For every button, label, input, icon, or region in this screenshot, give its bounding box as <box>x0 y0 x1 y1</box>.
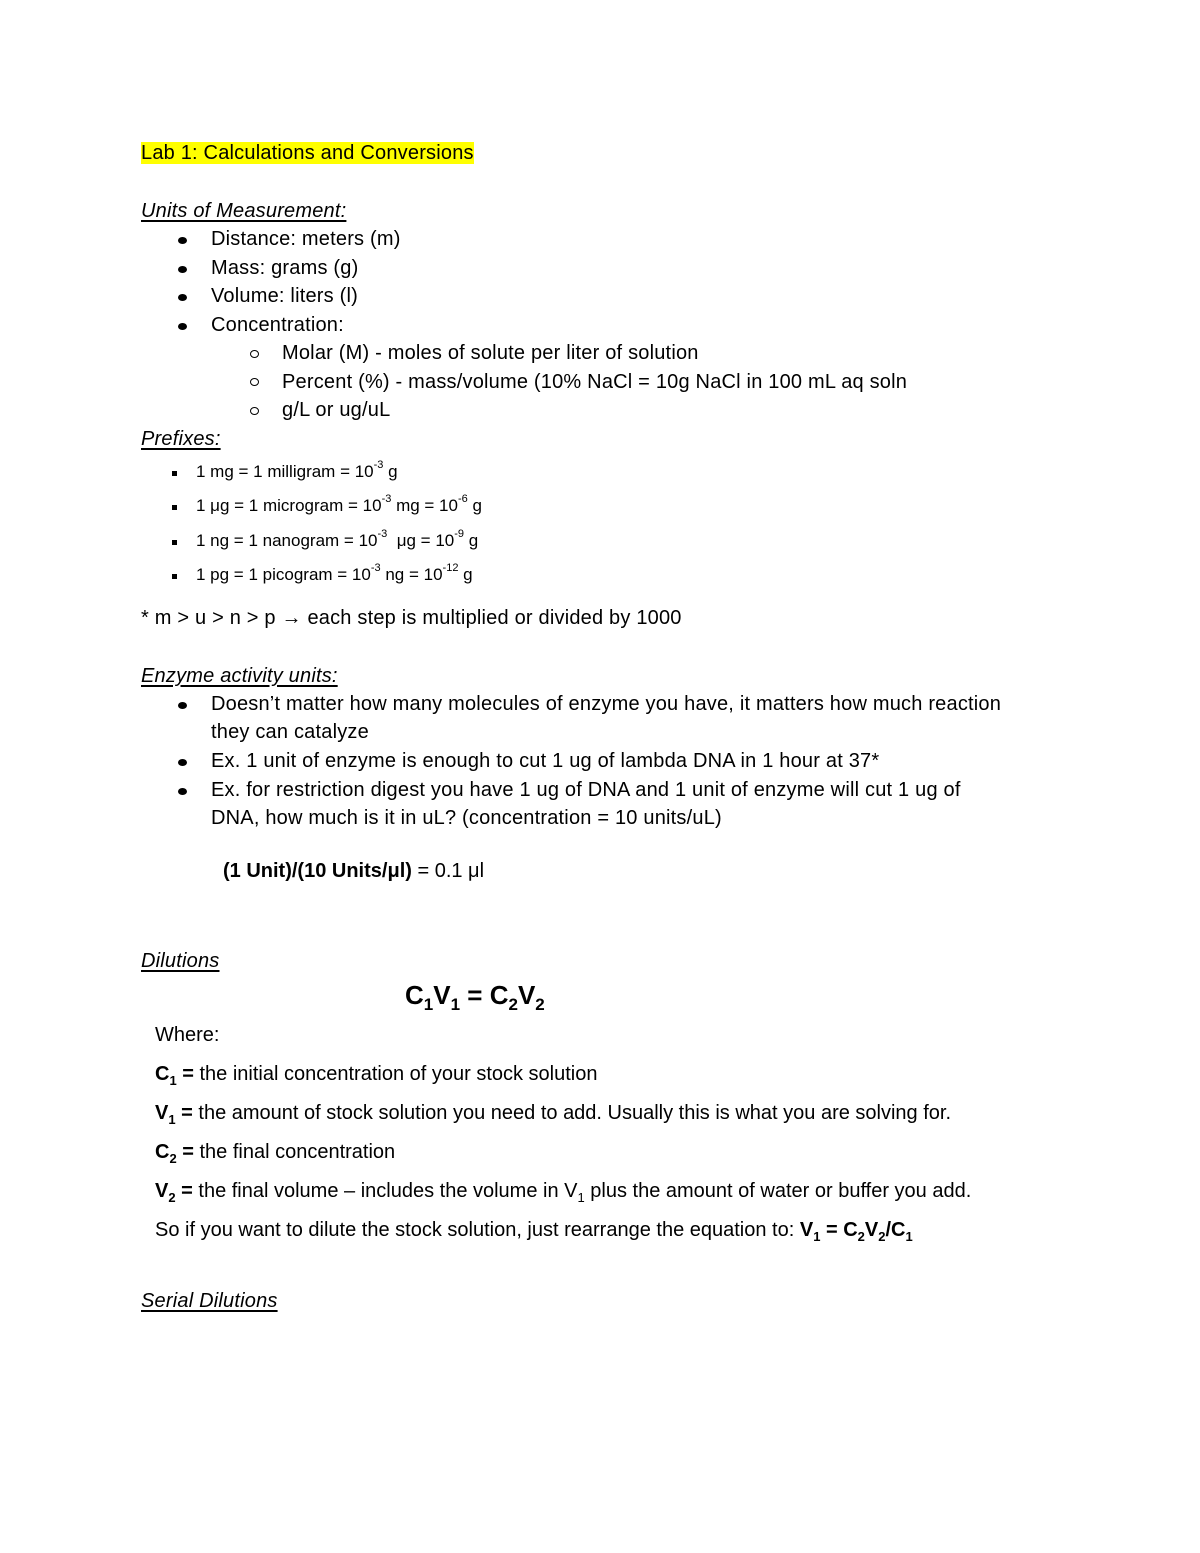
prefix-line-mg: 1 mg = 1 milligram = $10^{-3}$ g <box>196 459 398 481</box>
bullet-dot <box>178 759 187 766</box>
bullet-dot <box>178 788 187 795</box>
concentration-molar: Molar (M) - moles of solute per liter of solution <box>282 342 699 364</box>
concentration-g-per-l: g/L or ug/uL <box>282 399 391 421</box>
bullet-dot <box>178 266 187 273</box>
bullet-square <box>172 471 177 476</box>
units-heading: Units of Measurement: <box>141 200 347 222</box>
c2-definition: $C_2$ = the final concentration <box>155 1141 396 1166</box>
units-item-mass: Mass: grams (g) <box>211 257 359 279</box>
prefix-line-pg: 1 pg = 1 picogram = $10^{-3}$ ng = $10^{-12}$ g <box>196 562 473 584</box>
bullet-circle <box>250 378 259 386</box>
bullet-square <box>172 540 177 545</box>
dilutions-heading: Dilutions <box>141 950 220 972</box>
bullet-square <box>172 505 177 510</box>
enzyme-item-2: Ex. 1 unit of enzyme is enough to cut 1 ug of lambda DNA in 1 hour at 37* <box>211 750 880 772</box>
concentration-percent: Percent (%) - mass/volume (10% NaCl = 10g NaCl in 100 mL aq soln <box>282 371 908 393</box>
v1-definition: $V_1$ = the amount of stock solution you need to add. Usually this is what you are solving for. <box>155 1102 952 1127</box>
dilution-equation: $C_1V_1 = C_2V_2$ <box>405 980 545 1015</box>
enzyme-item-1-line-2: they can catalyze <box>211 721 369 743</box>
c1-definition: $C_1$ = the initial concentration of your stock solution <box>155 1063 598 1088</box>
bullet-circle <box>250 350 259 358</box>
units-item-concentration: Concentration: <box>211 314 344 336</box>
prefix-line-ug: 1 μg = 1 microgram = $10^{-3}$ mg = $10^{-6}$ g <box>196 493 482 515</box>
enzyme-item-3-line-2: DNA, how much is it in uL? (concentration = 10 units/uL) <box>211 807 722 829</box>
prefix-line-ng: 1 ng = 1 nanogram = $10^{-3}$ $\mu g = 10^{-9}$ g <box>196 528 479 550</box>
serial-dilutions-heading: Serial Dilutions <box>141 1290 278 1312</box>
bullet-circle <box>250 407 259 415</box>
document-title: Lab 1: Calculations and Conversions <box>141 142 474 164</box>
units-item-volume: Volume: liters (l) <box>211 285 358 307</box>
where-label: Where: <box>155 1024 220 1046</box>
prefix-note: * m > u > n > p → each step is multiplied or divided by 1000 <box>141 607 682 629</box>
rearranged-equation-sentence: So if you want to dilute the stock solution, just rearrange the equation to: $V_1 = C_2V_2/C_1$ <box>155 1219 913 1244</box>
enzyme-item-3-line-1: Ex. for restriction digest you have 1 ug of DNA and 1 unit of enzyme will cut 1 ug of <box>211 779 961 801</box>
enzyme-heading: Enzyme activity units: <box>141 665 338 687</box>
bullet-dot <box>178 294 187 301</box>
bullet-dot <box>178 323 187 330</box>
bullet-square <box>172 574 177 579</box>
bullet-dot <box>178 702 187 709</box>
enzyme-item-1-line-1: Doesn’t matter how many molecules of enzyme you have, it matters how much reaction <box>211 693 1002 715</box>
v2-definition: $V_2$ = the final volume – includes the volume in $V_1$ plus the amount of water or buffer you add. <box>155 1180 972 1205</box>
enzyme-formula: (1 Unit)/(10 Units/μl) = 0.1 μl <box>223 860 485 882</box>
bullet-dot <box>178 237 187 244</box>
units-item-distance: Distance: meters (m) <box>211 228 401 250</box>
prefixes-heading: Prefixes: <box>141 428 221 450</box>
